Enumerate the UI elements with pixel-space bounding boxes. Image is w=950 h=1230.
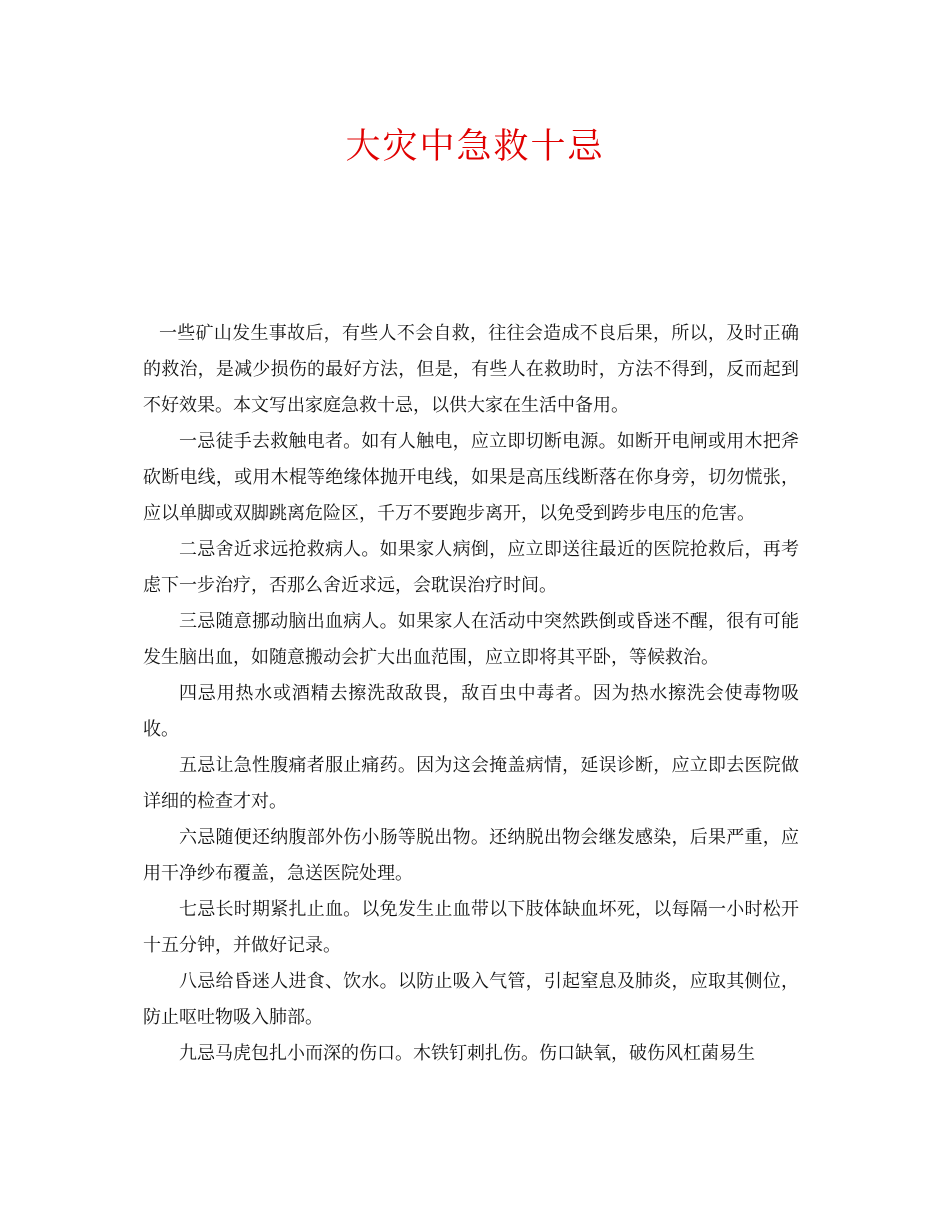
document-title: 大灾中急救十忌	[345, 127, 605, 167]
paragraph-taboo-6: 六忌随便还纳腹部外伤小肠等脱出物。还纳脱出物会继发感染，后果严重，应用干净纱布覆盖，急送医院处理。	[143, 827, 799, 884]
intro-paragraph: 一些矿山发生事故后，有些人不会自救，往往会造成不良后果，所以，及时正确的救治，是减少损伤的最好方法，但是，有些人在救助时，方法不得到，反而起到不好效果。本文写出家庭急救十忌，以供大家在生活中备用。	[143, 323, 799, 416]
document-body	[143, 316, 799, 1072]
paragraph-taboo-7: 七忌长时期紧扎止血。以免发生止血带以下肢体缺血坏死，以每隔一小时松开十五分钟，并做好记录。	[143, 899, 799, 956]
paragraph-taboo-1: 一忌徒手去救触电者。如有人触电，应立即切断电源。如断开电闸或用木把斧砍断电线，或用木棍等绝缘体抛开电线，如果是高压线断落在你身旁，切勿慌张，应以单脚或双脚跳离危险区，千万不要跑步离开，以免受到跨步电压的危害。	[143, 431, 799, 524]
paragraph-taboo-3: 三忌随意挪动脑出血病人。如果家人在活动中突然跌倒或昏迷不醒，很有可能发生脑出血，如随意搬动会扩大出血范围，应立即将其平卧，等候救治。	[143, 611, 799, 668]
paragraph-taboo-9: 九忌马虎包扎小而深的伤口。木铁钉刺扎伤。伤口缺氧，破伤风杠菌易生	[179, 1043, 755, 1064]
paragraph-taboo-8: 八忌给昏迷人进食、饮水。以防止吸入气管，引起窒息及肺炎，应取其侧位，防止呕吐物吸入肺部。	[143, 971, 799, 1028]
paragraph-taboo-5: 五忌让急性腹痛者服止痛药。因为这会掩盖病情，延误诊断，应立即去医院做详细的检查才对。	[143, 755, 799, 812]
paragraph-taboo-4: 四忌用热水或酒精去擦洗敌敌畏，敌百虫中毒者。因为热水擦洗会使毒物吸收。	[143, 683, 799, 740]
paragraph-taboo-2: 二忌舍近求远抢救病人。如果家人病倒，应立即送往最近的医院抢救后，再考虑下一步治疗，否那么舍近求远，会耽误治疗时间。	[143, 539, 799, 596]
